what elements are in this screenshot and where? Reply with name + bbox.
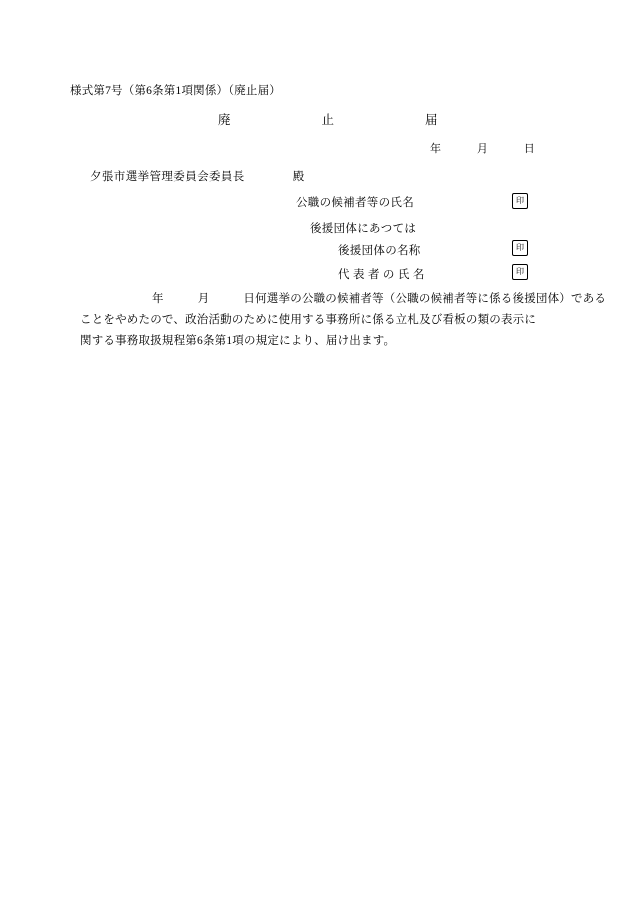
addressee-name: 夕張市選挙管理委員会委員長 xyxy=(90,171,245,183)
document-title xyxy=(218,110,438,128)
body-line-1-text: 日何選挙の公職の候補者等（公職の候補者等に係る後援団体）である xyxy=(243,293,607,305)
form-number: 様式第7号（第6条第1項関係）（廃止届） xyxy=(70,85,281,97)
title-char-1: 廃 xyxy=(218,113,232,127)
seal-icon: 印 xyxy=(512,193,528,209)
body-text xyxy=(70,289,607,352)
body-year-label: 年 xyxy=(152,293,164,305)
date-year-label: 年 xyxy=(430,143,442,155)
body-month-label: 月 xyxy=(197,293,210,305)
addressee-honorific: 殿 xyxy=(292,171,305,183)
date-day-label: 日 xyxy=(523,143,535,155)
seal-icon: 印 xyxy=(512,240,528,256)
date-month-label: 月 xyxy=(476,143,489,155)
body-line-2: ことをやめたので、政治活動のために使用する事務所に係る立札及び看板の類の表示に xyxy=(80,314,537,326)
candidate-name-field-label: 公職の候補者等の氏名 xyxy=(296,197,414,209)
support-group-name-field-label: 後援団体の名称 xyxy=(338,245,421,257)
representative-name-field-label: 代 表 者 の 氏 名 xyxy=(338,269,425,281)
support-group-heading: 後援団体にあつては xyxy=(310,223,417,235)
date-line xyxy=(430,140,535,156)
title-char-2: 止 xyxy=(321,113,335,127)
title-char-3: 届 xyxy=(424,113,438,127)
addressee xyxy=(90,168,305,184)
seal-icon: 印 xyxy=(512,264,528,280)
body-line-3: 関する事務取扱規程第6条第1項の規定により、届け出ます。 xyxy=(80,335,396,347)
body-line-1 xyxy=(70,289,607,310)
